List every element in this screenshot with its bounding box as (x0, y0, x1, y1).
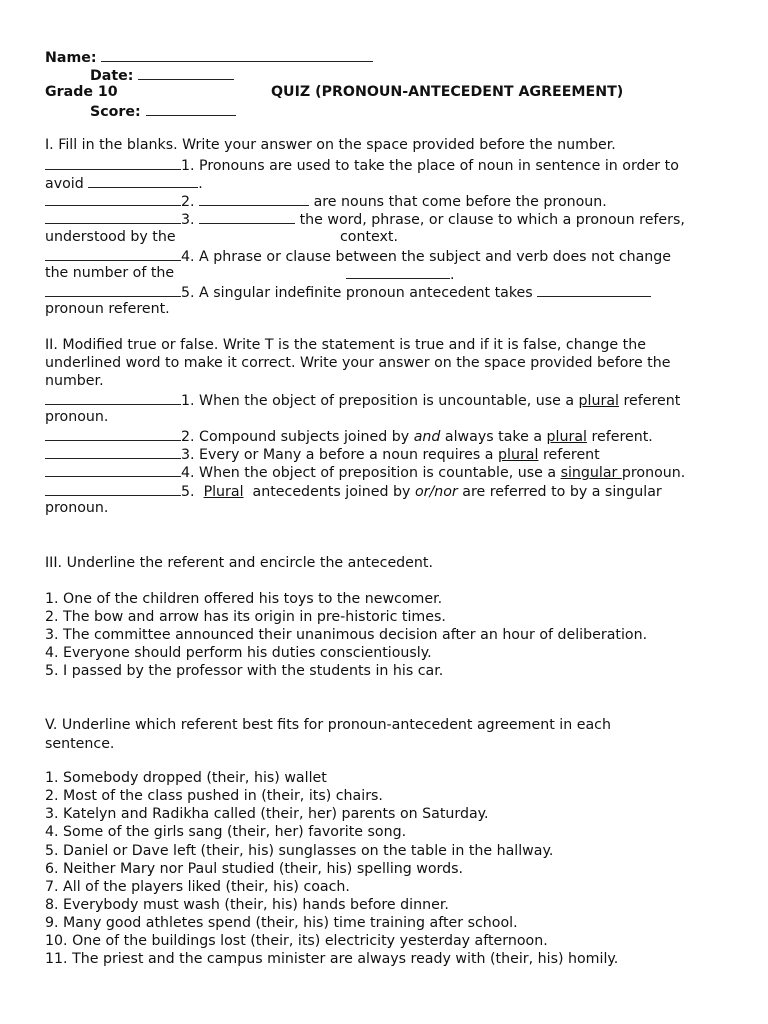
question-text: 1. Pronouns are used to take the place of noun in sentence in order to (181, 158, 679, 174)
section2-q1-cont: pronoun. (45, 409, 109, 425)
section2-q5-cont: pronoun. (45, 500, 109, 516)
list-item: 10. One of the buildings lost (their, its) electricity yesterday afternoon. (45, 933, 548, 949)
list-item: 7. All of the players liked (their, his) coach. (45, 879, 350, 895)
question-text: 1. When the object of preposition is uncountable, use a (181, 393, 579, 409)
answer-blank[interactable] (45, 191, 181, 206)
list-item: 5. I passed by the professor with the students in his car. (45, 663, 444, 679)
underlined-word: singular (560, 465, 622, 481)
question-text: referent. (586, 429, 653, 445)
list-item: 2. Most of the class pushed in (their, its) chairs. (45, 788, 383, 804)
score-blank[interactable] (146, 101, 236, 116)
date-blank[interactable] (138, 65, 234, 80)
underlined-word: plural (498, 447, 539, 463)
list-item: 3. The committee announced their unanimous decision after an hour of deliberation. (45, 627, 648, 643)
list-item: 2. The bow and arrow has its origin in pre-historic times. (45, 609, 446, 625)
list-item: 9. Many good athletes spend (their, his) time training after school. (45, 915, 518, 931)
section2-q3 (45, 444, 600, 464)
section5-instruction-1: V. Underline which referent best fits for pronoun-antecedent agreement in each (45, 717, 611, 733)
section1-q3-context: context. (340, 229, 398, 245)
answer-blank[interactable] (45, 390, 181, 405)
underlined-word: plural (578, 393, 619, 409)
section1-q5 (45, 282, 651, 302)
list-item: 4. Some of the girls sang (their, her) favorite song. (45, 824, 407, 840)
question-text: understood by the (45, 229, 176, 245)
question-text: the word, phrase, or clause to which a pronoun refers, (299, 212, 685, 228)
answer-blank[interactable] (45, 444, 181, 459)
section1-q5-cont: pronoun referent. (45, 301, 170, 317)
answer-blank[interactable] (45, 155, 181, 170)
question-text: are referred to by a singular (457, 484, 662, 500)
list-item: 6. Neither Mary nor Paul studied (their, his) spelling words. (45, 861, 464, 877)
italic-word: or/nor (414, 484, 458, 500)
section1-instruction: I. Fill in the blanks. Write your answer on the space provided before the number. (45, 137, 616, 153)
section3-instruction: III. Underline the referent and encircle the antecedent. (45, 555, 433, 571)
section1-q1 (45, 155, 679, 175)
section1-q4-blank: . (346, 264, 455, 284)
list-item: 4. Everyone should perform his duties conscientiously. (45, 645, 432, 661)
fill-blank[interactable] (537, 282, 651, 297)
answer-blank[interactable] (45, 426, 181, 441)
question-text: antecedents joined by (243, 484, 415, 500)
fill-blank[interactable] (199, 191, 309, 206)
answer-blank[interactable] (45, 282, 181, 297)
underlined-word: plural (546, 429, 587, 445)
question-text: pronoun. (621, 465, 686, 481)
list-item: 1. One of the children offered his toys to the newcomer. (45, 591, 443, 607)
answer-blank[interactable] (45, 462, 181, 477)
underlined-word: Plural (203, 484, 244, 500)
name-label: Name: (45, 50, 97, 66)
score-line (90, 101, 236, 121)
answer-blank[interactable] (45, 481, 181, 496)
section1-q2 (45, 191, 607, 211)
question-text: referent (618, 393, 681, 409)
name-line (45, 47, 373, 67)
question-text: always take a (440, 429, 547, 445)
answer-blank[interactable] (45, 209, 181, 224)
section2-instruction-3: number. (45, 373, 104, 389)
list-item: 1. Somebody dropped (their, his) wallet (45, 770, 327, 786)
list-item: 3. Katelyn and Radikha called (their, her) parents on Saturday. (45, 806, 489, 822)
italic-word: and (413, 429, 441, 445)
section2-q4 (45, 462, 685, 482)
question-text: avoid (45, 176, 84, 192)
fill-blank[interactable] (88, 173, 198, 188)
date-label: Date: (90, 68, 134, 84)
section2-instruction-2: underlined word to make it correct. Write your answer on the space provided before the (45, 355, 671, 371)
section2-q1 (45, 390, 680, 410)
section1-q3-cont (45, 228, 176, 246)
section1-q3 (45, 209, 685, 229)
score-label: Score: (90, 104, 141, 120)
section1-q4 (45, 246, 671, 266)
fill-blank[interactable] (199, 209, 295, 224)
section5-instruction-2: sentence. (45, 736, 115, 752)
question-text: 2. Compound subjects joined by (181, 429, 414, 445)
list-item: 8. Everybody must wash (their, his) hands before dinner. (45, 897, 449, 913)
date-line (90, 65, 234, 85)
section1-q4-cont (45, 264, 174, 282)
question-number: 2. (181, 194, 195, 210)
section1-q1-cont: avoid . (45, 173, 203, 193)
list-item: 5. Daniel or Dave left (their, his) sunglasses on the table in the hallway. (45, 843, 554, 859)
quiz-title: QUIZ (PRONOUN-ANTECEDENT AGREEMENT) (271, 84, 624, 100)
section2-instruction-1: II. Modified true or false. Write T is the statement is true and if it is false, change the (45, 337, 646, 353)
question-text: referent (538, 447, 600, 463)
question-text: 5. A singular indefinite pronoun antecedent takes (181, 285, 533, 301)
section2-q2 (45, 426, 653, 446)
answer-blank[interactable] (45, 246, 181, 261)
list-item: 11. The priest and the campus minister are always ready with (their, his) homily. (45, 951, 619, 967)
fill-blank[interactable] (346, 264, 450, 279)
name-blank[interactable] (101, 47, 373, 62)
grade-text: Grade 10 (45, 84, 118, 100)
question-text: 5. (181, 484, 204, 500)
question-text: are nouns that come before the pronoun. (313, 194, 607, 210)
question-text: 3. Every or Many a before a noun requires a (181, 447, 499, 463)
question-text: 4. A phrase or clause between the subject and verb does not change (181, 249, 672, 265)
section2-q5 (45, 481, 662, 501)
question-text: 4. When the object of preposition is countable, use a (181, 465, 561, 481)
question-number: 3. (181, 212, 195, 228)
question-text: the number of the (45, 265, 175, 281)
